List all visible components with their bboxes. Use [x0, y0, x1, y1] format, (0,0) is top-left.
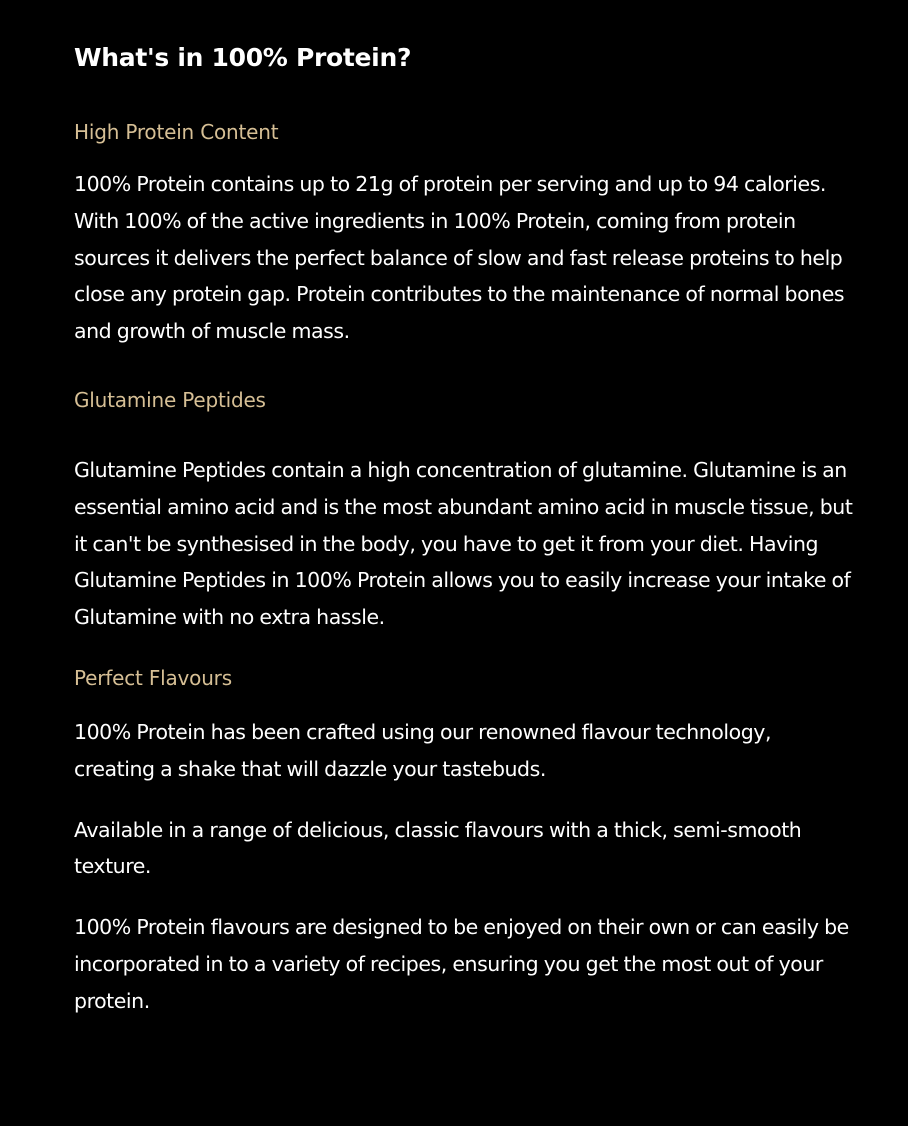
- paragraph-glutamine-peptides: Glutamine Peptides contain a high concentration of glutamine. Glutamine is an essential amino acid and is the most abundant amino acid in muscle tissue, but it can't be synthesised in the body, you have to get it from your diet. Having Glutamine Peptides in 100% Protein allows you to easily increase your intake of Glutamine with no extra hassle.: [74, 457, 853, 630]
- paragraph-high-protein-content: 100% Protein contains up to 21g of protein per serving and up to 94 calories. With 100% of the active ingredients in 100% Protein, coming from protein sources it delivers the perfect balance of slow and fast release proteins to help close any protein gap. Protein contributes to the maintenance of normal bones and growth of muscle mass.: [74, 172, 845, 344]
- page-title: What's in 100% Protein?: [74, 43, 412, 72]
- paragraph-flavour-range: Available in a range of delicious, classic flavours with a thick, semi-smooth texture.: [74, 817, 802, 879]
- paragraph-flavour-recipes: 100% Protein flavours are designed to be enjoyed on their own or can easily be incorporated in to a variety of recipes, ensuring you get the most out of your protein.: [74, 915, 849, 1013]
- section-heading-perfect-flavours: Perfect Flavours: [74, 665, 232, 690]
- section-heading-glutamine-peptides: Glutamine Peptides: [74, 387, 266, 412]
- section-heading-high-protein-content: High Protein Content: [74, 120, 279, 144]
- paragraph-flavour-technology: 100% Protein has been crafted using our renowned flavour technology, creating a shake that will dazzle your tastebuds.: [74, 719, 772, 781]
